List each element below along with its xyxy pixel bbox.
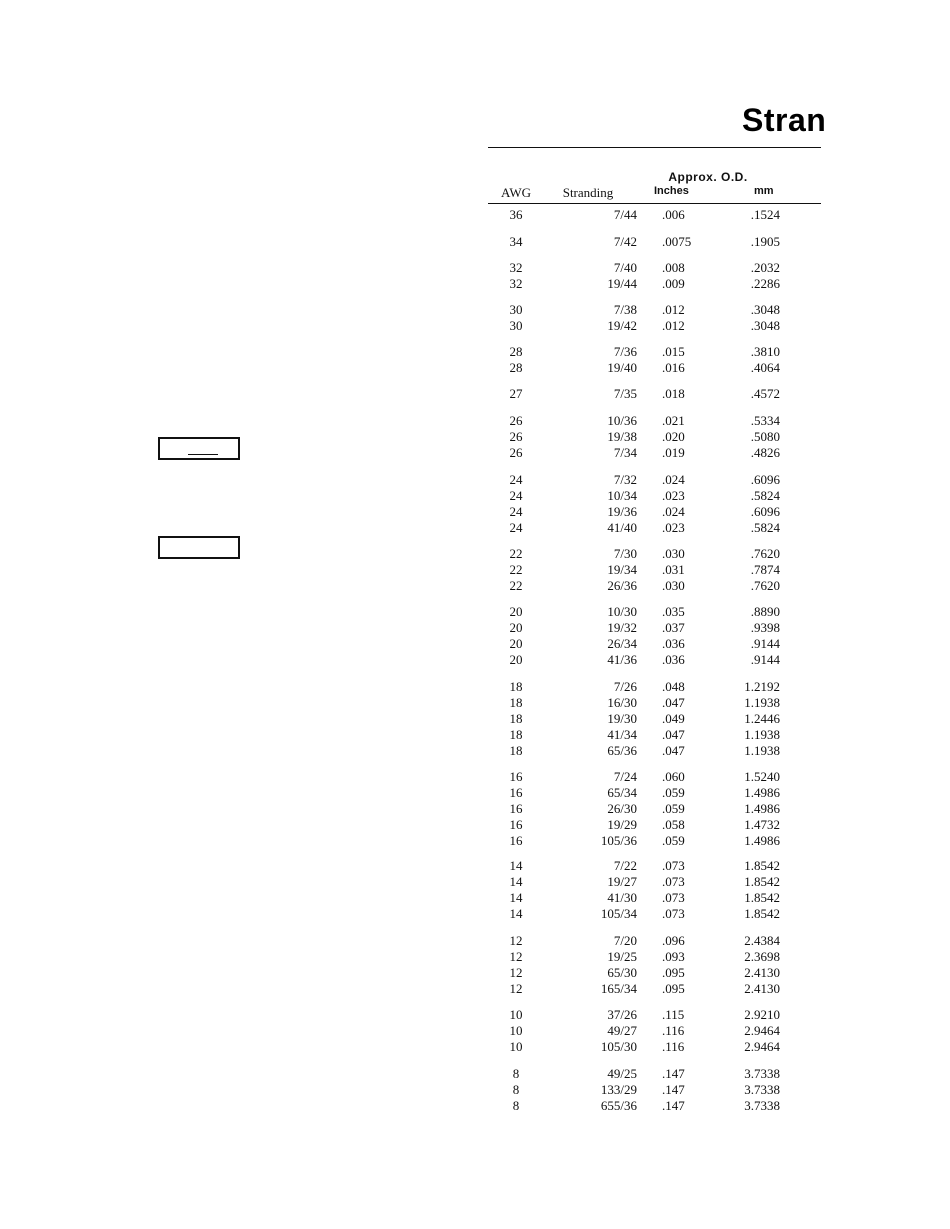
mm-cell: 1.5240 [744, 769, 780, 784]
awg-cell: 24 [509, 520, 523, 535]
mm-cell: .5080 [750, 429, 780, 444]
inches-cell: .073 [662, 890, 685, 905]
inches-cell: .0075 [662, 234, 692, 249]
mm-cell: .9398 [750, 620, 780, 635]
mm-cell: 3.7338 [744, 1082, 780, 1097]
table-row [0, 318, 950, 334]
stranding-cell: 655/36 [600, 1098, 637, 1113]
mm-cell: 3.7338 [744, 1098, 780, 1113]
stranding-cell: 7/38 [613, 302, 637, 317]
mm-cell: .4064 [750, 360, 780, 375]
awg-cell: 36 [509, 207, 523, 222]
awg-cell: 20 [509, 604, 523, 619]
mm-cell: .2286 [750, 276, 780, 291]
stranding-cell: 41/30 [607, 890, 637, 905]
stranding-cell: 19/25 [607, 949, 637, 964]
stranding-cell: 7/30 [613, 546, 637, 561]
stranding-cell: 41/40 [607, 520, 637, 535]
table-row [0, 636, 950, 652]
stranding-cell: 19/29 [607, 817, 637, 832]
stranding-cell: 7/20 [613, 933, 637, 948]
mm-cell: 1.1938 [744, 695, 780, 710]
header-approx-od: Approx. O.D. [668, 170, 748, 184]
awg-cell: 22 [509, 546, 523, 561]
table-row [0, 785, 950, 801]
mm-cell: 2.4130 [744, 965, 780, 980]
table-row [0, 727, 950, 743]
awg-cell: 18 [509, 695, 523, 710]
inches-cell: .095 [662, 965, 685, 980]
awg-cell: 16 [509, 785, 523, 800]
mm-cell: 1.1938 [744, 727, 780, 742]
table-row [0, 234, 950, 250]
table-row [0, 488, 950, 504]
inches-cell: .147 [662, 1066, 685, 1081]
inches-cell: .147 [662, 1098, 685, 1113]
inches-cell: .035 [662, 604, 685, 619]
mm-cell: .5334 [750, 413, 780, 428]
awg-cell: 10 [509, 1039, 523, 1054]
awg-cell: 18 [509, 679, 523, 694]
mm-cell: 2.4384 [744, 933, 780, 948]
mm-cell: .7874 [750, 562, 780, 577]
inches-cell: .093 [662, 949, 685, 964]
stranding-cell: 10/30 [607, 604, 637, 619]
stranding-cell: 10/34 [607, 488, 637, 503]
inches-cell: .036 [662, 636, 685, 651]
awg-cell: 26 [509, 445, 523, 460]
table-row [0, 302, 950, 318]
stranding-cell: 19/27 [607, 874, 637, 889]
stranding-cell: 41/34 [607, 727, 637, 742]
table-row [0, 604, 950, 620]
table-row [0, 472, 950, 488]
title-divider [488, 147, 821, 148]
table-row [0, 1007, 950, 1023]
table-row [0, 562, 950, 578]
mm-cell: 2.9464 [744, 1039, 780, 1054]
header-awg: AWG [500, 185, 531, 200]
stranding-cell: 41/36 [607, 652, 637, 667]
table-row [0, 344, 950, 360]
stranding-cell: 133/29 [600, 1082, 637, 1097]
awg-cell: 10 [509, 1023, 523, 1038]
mm-cell: 2.4130 [744, 981, 780, 996]
table-row [0, 546, 950, 562]
table-row [0, 801, 950, 817]
stranding-cell: 7/44 [613, 207, 637, 222]
awg-cell: 20 [509, 620, 523, 635]
table-row [0, 833, 950, 849]
stranding-cell: 7/42 [613, 234, 637, 249]
mm-cell: 3.7338 [744, 1066, 780, 1081]
inches-cell: .116 [662, 1039, 685, 1054]
mm-cell: 1.2446 [744, 711, 780, 726]
awg-cell: 14 [509, 874, 523, 889]
table-row [0, 386, 950, 402]
mm-cell: .4826 [750, 445, 780, 460]
table-row [0, 679, 950, 695]
mm-cell: .1905 [750, 234, 780, 249]
table-row [0, 652, 950, 668]
awg-cell: 20 [509, 652, 523, 667]
stranding-cell: 19/38 [607, 429, 637, 444]
inches-cell: .096 [662, 933, 685, 948]
mm-cell: 1.8542 [744, 890, 780, 905]
inches-cell: .030 [662, 546, 685, 561]
table-row [0, 1082, 950, 1098]
inches-cell: .047 [662, 743, 685, 758]
table-row [0, 933, 950, 949]
inches-cell: .012 [662, 302, 685, 317]
inches-cell: .023 [662, 488, 685, 503]
inches-cell: .037 [662, 620, 685, 635]
mm-cell: .3810 [750, 344, 780, 359]
inches-cell: .058 [662, 817, 685, 832]
stranding-cell: 7/34 [613, 445, 637, 460]
inches-cell: .009 [662, 276, 685, 291]
stranding-cell: 37/26 [607, 1007, 637, 1022]
awg-cell: 24 [509, 472, 523, 487]
awg-cell: 28 [509, 344, 523, 359]
mm-cell: 1.4986 [744, 801, 780, 816]
awg-cell: 12 [509, 965, 523, 980]
awg-cell: 14 [509, 858, 523, 873]
awg-cell: 14 [509, 890, 523, 905]
awg-cell: 8 [512, 1098, 520, 1113]
table-row [0, 360, 950, 376]
awg-cell: 12 [509, 933, 523, 948]
table-row [0, 817, 950, 833]
page-title: Stran [742, 102, 827, 138]
inches-cell: .030 [662, 578, 685, 593]
mm-cell: .6096 [750, 472, 780, 487]
table-row [0, 949, 950, 965]
table-row [0, 711, 950, 727]
inches-cell: .073 [662, 874, 685, 889]
stranding-cell: 26/36 [607, 578, 637, 593]
mm-cell: .8890 [750, 604, 780, 619]
inches-cell: .095 [662, 981, 685, 996]
header-inches: Inches [654, 185, 689, 197]
table-row [0, 1039, 950, 1055]
mm-cell: .9144 [750, 652, 780, 667]
inches-cell: .024 [662, 472, 685, 487]
inches-cell: .036 [662, 652, 685, 667]
awg-cell: 26 [509, 429, 523, 444]
inches-cell: .023 [662, 520, 685, 535]
table-row [0, 769, 950, 785]
stranding-cell: 19/32 [607, 620, 637, 635]
table-row [0, 981, 950, 997]
stranding-cell: 19/34 [607, 562, 637, 577]
table-row [0, 260, 950, 276]
table-row [0, 578, 950, 594]
stranding-cell: 7/24 [613, 769, 637, 784]
stranding-cell: 16/30 [607, 695, 637, 710]
awg-cell: 12 [509, 981, 523, 996]
mm-cell: .6096 [750, 504, 780, 519]
stranding-cell: 10/36 [607, 413, 637, 428]
mm-cell: .1524 [750, 207, 780, 222]
inches-cell: .147 [662, 1082, 685, 1097]
mm-cell: 2.9464 [744, 1023, 780, 1038]
table-row [0, 413, 950, 429]
mm-cell: .4572 [750, 386, 780, 401]
table-row [0, 1098, 950, 1114]
inches-cell: .016 [662, 360, 685, 375]
mm-cell: .7620 [750, 546, 780, 561]
stranding-cell: 7/40 [613, 260, 637, 275]
inches-cell: .115 [662, 1007, 685, 1022]
awg-cell: 34 [509, 234, 523, 249]
mm-cell: 1.4986 [744, 833, 780, 848]
mm-cell: 1.8542 [744, 906, 780, 921]
inches-cell: .047 [662, 695, 685, 710]
stranding-cell: 7/26 [613, 679, 637, 694]
table-row [0, 445, 950, 461]
awg-cell: 22 [509, 562, 523, 577]
awg-cell: 32 [509, 260, 523, 275]
stranding-cell: 19/40 [607, 360, 637, 375]
table-row [0, 695, 950, 711]
awg-cell: 30 [509, 302, 523, 317]
stranding-cell: 105/30 [600, 1039, 637, 1054]
awg-cell: 20 [509, 636, 523, 651]
awg-cell: 22 [509, 578, 523, 593]
mm-cell: 1.8542 [744, 858, 780, 873]
awg-cell: 24 [509, 488, 523, 503]
stranding-cell: 19/36 [607, 504, 637, 519]
inches-cell: .059 [662, 785, 685, 800]
stranding-cell: 105/34 [600, 906, 637, 921]
header-mm: mm [754, 185, 774, 197]
awg-cell: 16 [509, 769, 523, 784]
inches-cell: .006 [662, 207, 685, 222]
awg-cell: 10 [509, 1007, 523, 1022]
table-row [0, 1023, 950, 1039]
mm-cell: 2.9210 [744, 1007, 780, 1022]
awg-cell: 28 [509, 360, 523, 375]
inches-cell: .020 [662, 429, 685, 444]
mm-cell: 1.8542 [744, 874, 780, 889]
inches-cell: .018 [662, 386, 685, 401]
table-row [0, 207, 950, 223]
table-row [0, 429, 950, 445]
awg-cell: 26 [509, 413, 523, 428]
mm-cell: .9144 [750, 636, 780, 651]
awg-cell: 32 [509, 276, 523, 291]
mm-cell: .3048 [750, 318, 780, 333]
inches-cell: .008 [662, 260, 685, 275]
awg-cell: 8 [512, 1066, 520, 1081]
table-row [0, 504, 950, 520]
inches-cell: .060 [662, 769, 685, 784]
table-row [0, 858, 950, 874]
table-row [0, 743, 950, 759]
stranding-cell: 65/34 [607, 785, 637, 800]
mm-cell: .5824 [750, 520, 780, 535]
stranding-cell: 7/36 [613, 344, 637, 359]
mm-cell: .7620 [750, 578, 780, 593]
inches-cell: .012 [662, 318, 685, 333]
awg-cell: 16 [509, 833, 523, 848]
awg-cell: 27 [509, 386, 523, 401]
stranding-cell: 19/44 [607, 276, 637, 291]
inches-cell: .048 [662, 679, 685, 694]
mm-cell: .3048 [750, 302, 780, 317]
mm-cell: 2.3698 [744, 949, 780, 964]
inches-cell: .059 [662, 833, 685, 848]
inches-cell: .073 [662, 906, 685, 921]
awg-cell: 18 [509, 743, 523, 758]
table-row [0, 906, 950, 922]
awg-cell: 18 [509, 711, 523, 726]
awg-cell: 16 [509, 817, 523, 832]
awg-cell: 18 [509, 727, 523, 742]
mm-cell: 1.2192 [744, 679, 780, 694]
stranding-cell: 7/22 [613, 858, 637, 873]
stranding-cell: 19/42 [607, 318, 637, 333]
stranding-cell: 105/36 [600, 833, 637, 848]
mm-cell: 1.1938 [744, 743, 780, 758]
awg-cell: 8 [512, 1082, 520, 1097]
stranding-cell: 26/30 [607, 801, 637, 816]
stranding-cell: 49/25 [607, 1066, 637, 1081]
table-row [0, 276, 950, 292]
mm-cell: 1.4732 [744, 817, 780, 832]
mm-cell: 1.4986 [744, 785, 780, 800]
inches-cell: .031 [662, 562, 685, 577]
mm-cell: .5824 [750, 488, 780, 503]
inches-cell: .073 [662, 858, 685, 873]
stranding-cell: 165/34 [600, 981, 637, 996]
stranding-cell: 65/30 [607, 965, 637, 980]
table-row [0, 965, 950, 981]
stranding-cell: 7/32 [613, 472, 637, 487]
inches-cell: .116 [662, 1023, 685, 1038]
stranding-cell: 65/36 [607, 743, 637, 758]
stranding-cell: 49/27 [607, 1023, 637, 1038]
inches-cell: .047 [662, 727, 685, 742]
header-divider [488, 203, 821, 204]
inches-cell: .015 [662, 344, 685, 359]
table-row [0, 874, 950, 890]
inches-cell: .019 [662, 445, 685, 460]
awg-cell: 12 [509, 949, 523, 964]
stranding-cell: 26/34 [607, 636, 637, 651]
awg-cell: 30 [509, 318, 523, 333]
inches-cell: .059 [662, 801, 685, 816]
awg-cell: 24 [509, 504, 523, 519]
header-stranding: Stranding [562, 185, 614, 200]
table-row [0, 620, 950, 636]
stranding-cell: 7/35 [613, 386, 637, 401]
awg-cell: 14 [509, 906, 523, 921]
mm-cell: .2032 [750, 260, 780, 275]
awg-cell: 16 [509, 801, 523, 816]
stranding-cell: 19/30 [607, 711, 637, 726]
inches-cell: .024 [662, 504, 685, 519]
table-row [0, 520, 950, 536]
table-row [0, 1066, 950, 1082]
inches-cell: .021 [662, 413, 685, 428]
inches-cell: .049 [662, 711, 685, 726]
table-row [0, 890, 950, 906]
